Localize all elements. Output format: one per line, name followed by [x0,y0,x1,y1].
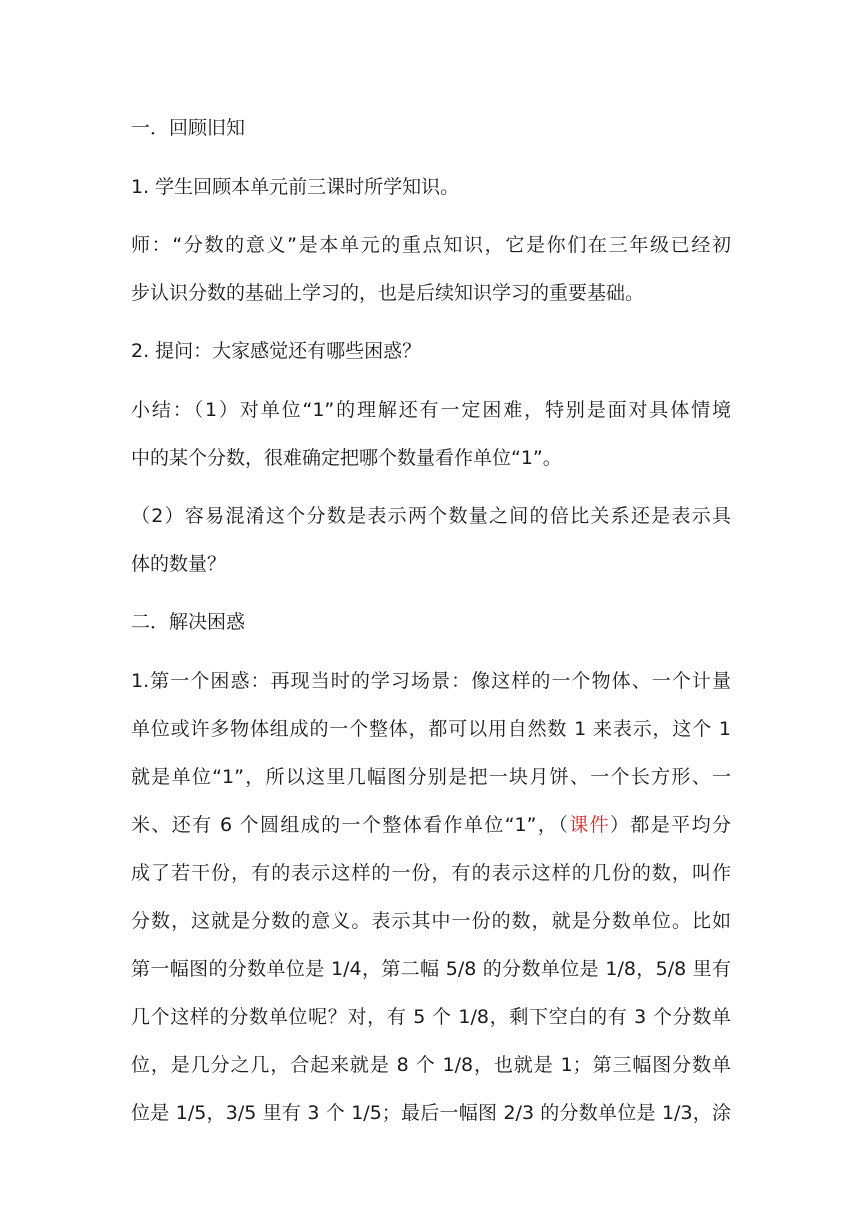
paragraph-summary-line-1: 小结：（1）对单位“1”的理解还有一定困难，特别是面对具体情境 [131,399,731,421]
courseware-highlight: 课件 [569,814,610,836]
paragraph-body-line-4-before: 米、还有 6 个圆组成的一个整体看作单位“1”，（ [131,814,570,836]
paragraph-body-line-3: 就是单位“1”，所以这里几幅图分别是把一块月饼、一个长方形、一 [131,766,731,788]
paragraph-body-line-4-after: ）都是平均分 [609,814,731,836]
paragraph-question: 2. 提问：大家感觉还有哪些困惑？ [131,340,422,362]
paragraph-body-line-9: 位，是几分之几，合起来就是 8 个 1/8，也就是 1；第三幅图分数单 [131,1054,731,1076]
paragraph-body-line-7: 第一幅图的分数单位是 1/4，第二幅 5/8 的分数单位是 1/8，5/8 里有 [131,958,731,980]
paragraph-teacher-line-2: 步认识分数的基础上学习的，也是后续知识学习的重要基础。 [131,282,645,304]
section-heading-resolve: 二．解决困惑 [131,611,246,633]
paragraph-review-item-1: 1. 学生回顾本单元前三课时所学知识。 [131,176,460,198]
section-heading-review: 一．回顾旧知 [131,117,246,139]
paragraph-body-line-8: 几个这样的分数单位呢？对，有 5 个 1/8，剩下空白的有 3 个分数单 [131,1006,731,1028]
paragraph-body-line-2: 单位或许多物体组成的一个整体，都可以用自然数 1 来表示，这个 1 [131,718,731,740]
paragraph-body-line-6: 分数，这就是分数的意义。表示其中一份的数，就是分数单位。比如 [131,910,731,932]
paragraph-body-line-1: 1.第一个困惑：再现当时的学习场景：像这样的一个物体、一个计量 [131,670,731,692]
paragraph-confusion-2-line-2: 体的数量？ [131,553,227,575]
paragraph-confusion-2-line-1: （2）容易混淆这个分数是表示两个数量之间的倍比关系还是表示具 [131,505,731,527]
paragraph-body-line-10: 位是 1/5，3/5 里有 3 个 1/5；最后一幅图 2/3 的分数单位是 1/3，涂 [131,1102,731,1124]
paragraph-body-line-5: 成了若干份，有的表示这样的一份，有的表示这样的几份的数，叫作 [131,862,731,884]
paragraph-summary-line-2: 中的某个分数，很难确定把哪个数量看作单位“1”。 [131,447,562,469]
paragraph-body-line-4 [131,813,731,837]
paragraph-teacher-line-1: 师：“分数的意义”是本单元的重点知识，它是你们在三年级已经初 [131,234,731,256]
